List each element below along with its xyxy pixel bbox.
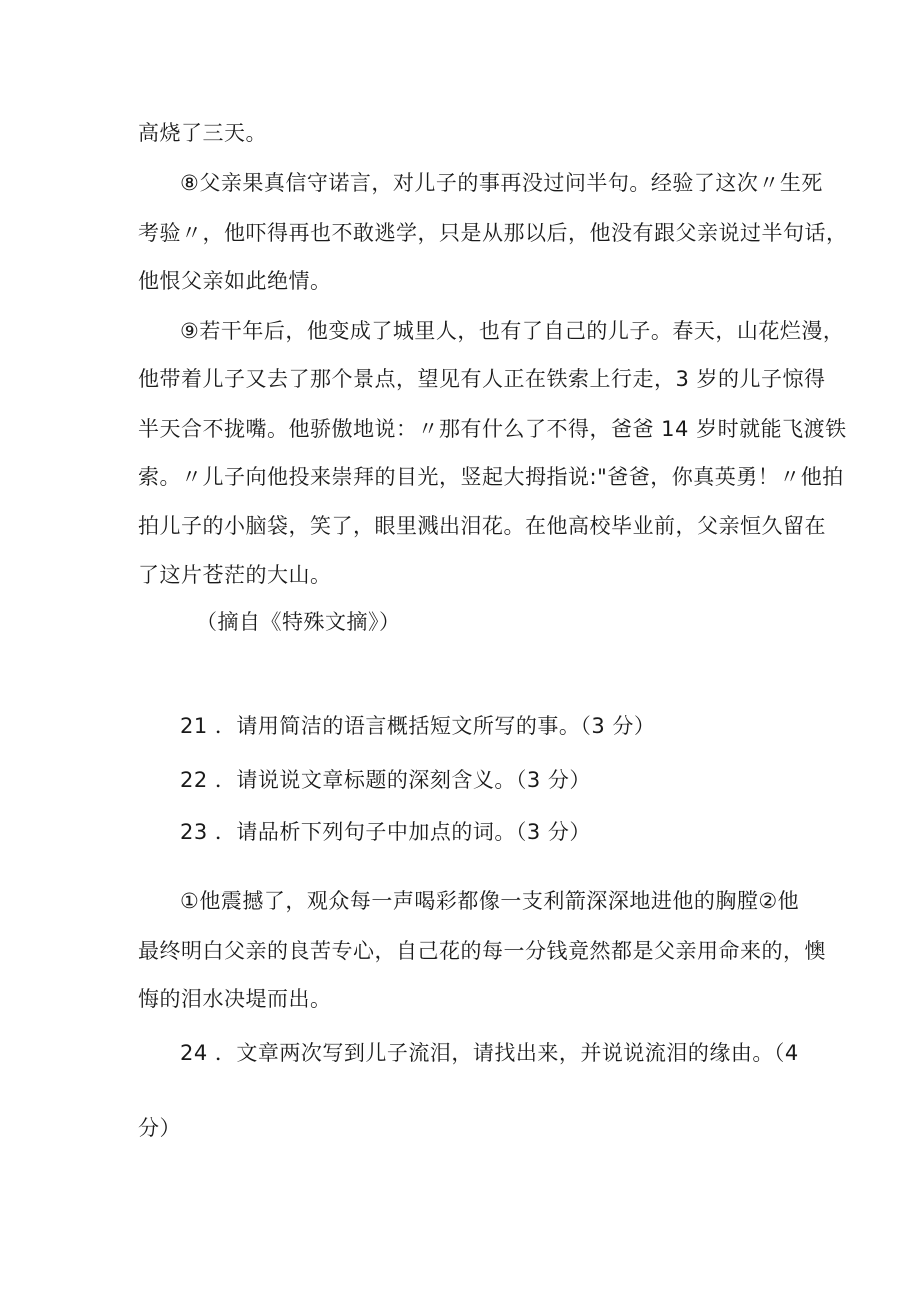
question-23: 23 ．请品析下列句子中加点的词。（3 分） (180, 820, 591, 844)
quoted-sentences-start: ①他震撼了，观众每一声喝彩都像一支利箭深深地进他的胸膛②他 (180, 889, 800, 913)
text-line: 索。〃儿子向他投来崇拜的目光，竖起大拇指说:"爸爸，你真英勇！〃他拍 (138, 465, 844, 489)
text-line: 半天合不拢嘴。他骄傲地说：〃那有什么了不得，爸爸 14 岁时就能飞渡铁 (138, 417, 847, 441)
text-line: 拍儿子的小脑袋，笑了，眼里溅出泪花。在他高校毕业前，父亲恒久留在 (138, 514, 826, 538)
text-line: 悔的泪水决堤而出。 (138, 987, 332, 1011)
text-line: 高烧了三天。 (138, 121, 267, 145)
text-line: 分） (138, 1116, 181, 1140)
text-line: 最终明白父亲的良苦专心，自己花的每一分钱竟然都是父亲用命来的，懊 (138, 939, 826, 963)
question-24: 24 ．文章两次写到儿子流泪，请找出来，并说说流泪的缘由。（4 (180, 1041, 799, 1065)
question-21: 21 ．请用简洁的语言概括短文所写的事。（3 分） (180, 714, 656, 738)
text-line: 了这片苍茫的大山。 (138, 563, 332, 587)
text-line: 他带着儿子又去了那个景点，望见有人正在铁索上行走，3 岁的儿子惊得 (138, 367, 826, 391)
question-22: 22 ．请说说文章标题的深刻含义。（3 分） (180, 768, 591, 792)
source-citation: （摘自《特殊文摘》） (196, 610, 401, 634)
text-line: 他恨父亲如此绝情。 (138, 269, 332, 293)
paragraph-9-start: ⑨若干年后，他变成了城里人，也有了自己的儿子。春天，山花烂漫， (180, 319, 845, 343)
paragraph-8-start: ⑧父亲果真信守诺言，对儿子的事再没过问半句。经验了这次〃生死 (180, 171, 823, 195)
text-line: 考验〃，他吓得再也不敢逃学，只是从那以后，他没有跟父亲说过半句话， (138, 221, 848, 245)
